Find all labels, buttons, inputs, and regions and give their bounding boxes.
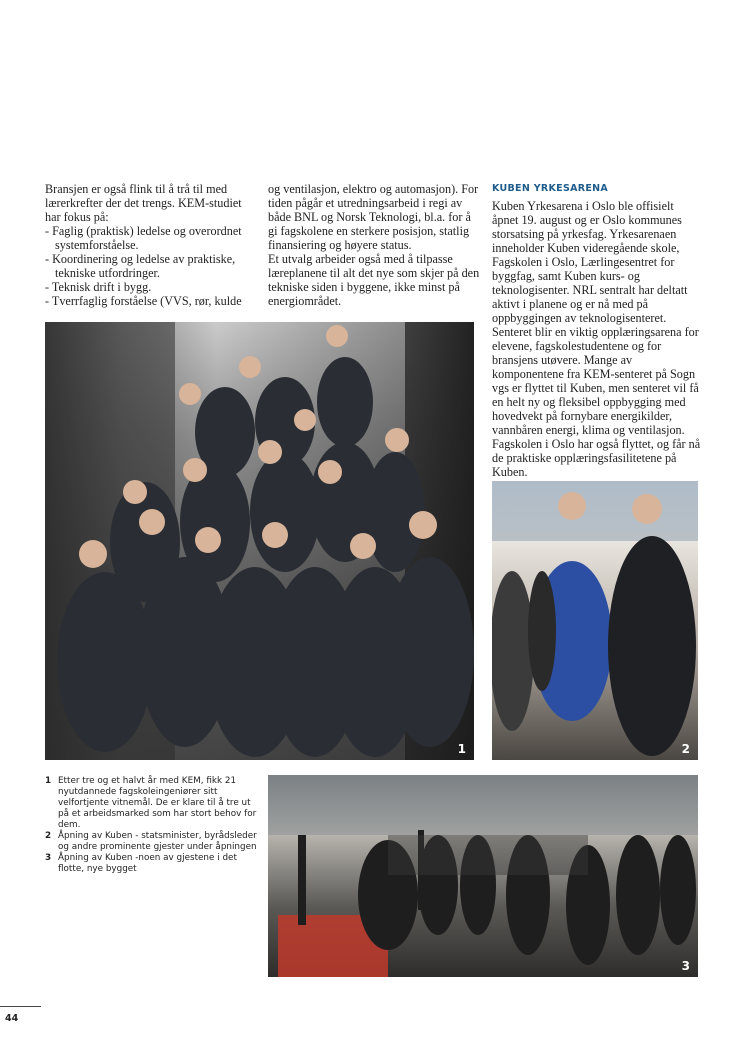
- photo-number: 3: [681, 959, 690, 973]
- photo-number: 2: [681, 742, 690, 756]
- kem-focus-list: [45, 224, 257, 308]
- page-number: 44: [0, 1006, 41, 1024]
- photo-captions: [45, 776, 260, 875]
- col1-intro: Bransjen er også flink til å trå til med lærerkrefter der det trengs. KEM-studiet har fokus på:: [45, 182, 242, 224]
- dignitaries-photo: [492, 481, 698, 760]
- group-photo-illustration: [45, 322, 474, 760]
- col2-paragraph-1: og ventilasjon, elektro og automasjon). For tiden pågår et utredningsarbeid i regi av både BNL og Norsk Teknologi, bl.a. for å gi fagskolene en sterkere posisjon, statlig finansiering og høyere status.: [268, 182, 479, 252]
- text-column-1: [45, 182, 257, 308]
- guests-photo-illustration: [268, 775, 698, 977]
- group-photo: [45, 322, 474, 760]
- caption-2: [45, 831, 260, 853]
- caption-3: [45, 853, 260, 875]
- list-item: - Faglig (praktisk) ledelse og overordnet systemforståelse.: [45, 224, 257, 252]
- text-column-2: [268, 182, 480, 308]
- text-column-3: [492, 182, 702, 479]
- photo-number: 1: [457, 742, 466, 756]
- col2-paragraph-2: Et utvalg arbeider også med å tilpasse læreplanene til alt det nye som skjer på den tekniske siden i byggene, ikke minst på energiområdet.: [268, 252, 480, 308]
- col3-body: Kuben Yrkesarena i Oslo ble offisielt åpnet 19. august og er Oslo kommunes storsatsing på yrkesfag. Yrkesarenaen inneholder Kuben videregående skole, Fagskolen i Oslo, Lærlingesentret for byggfag, samt Kuben kurs- og teknologisenter. NRL sentralt har deltatt aktivt i planene og er nå med på oppbyggingen av teknologisenteret. Senteret blir en viktig opplæringsarena for elevene, fagskolestudentene og for bransjens utøvere. Mange av komponentene fra KEM-senteret på Sogn vgs er flyttet til Kuben, men senteret vil få en helt ny og fleksibel oppbygging med hovedvekt på fornybare energikilder, vannbåren energi, klima og ventilasjon. Fagskolen i Oslo har også flyttet, og får nå de praktiske opplæringsfasilitetene på Kuben.: [492, 199, 701, 479]
- dignitaries-photo-illustration: [492, 481, 698, 760]
- caption-number: 1: [45, 776, 52, 786]
- list-item: - Koordinering og ledelse av praktiske, tekniske utfordringer.: [45, 252, 257, 280]
- caption-text: Etter tre og et halvt år med KEM, fikk 21 nyutdannede fagskoleingeniører sitt velfortjente vitnemål. De er klare til å tre ut på et arbeidsmarked som har stort behov for dem.: [58, 776, 257, 830]
- section-heading: KUBEN YRKESARENA: [492, 183, 609, 194]
- caption-text: Åpning av Kuben -noen av gjestene i det flotte, nye bygget: [58, 853, 237, 874]
- caption-text: Åpning av Kuben - statsminister, byrådsleder og andre prominente gjester under åpningen: [58, 831, 257, 852]
- caption-number: 2: [45, 831, 52, 841]
- caption-number: 3: [45, 853, 52, 863]
- guests-photo: [268, 775, 698, 977]
- list-item: - Teknisk drift i bygg.: [45, 280, 257, 294]
- caption-1: [45, 776, 260, 831]
- list-item: - Tverrfaglig forståelse (VVS, rør, kulde: [45, 294, 257, 308]
